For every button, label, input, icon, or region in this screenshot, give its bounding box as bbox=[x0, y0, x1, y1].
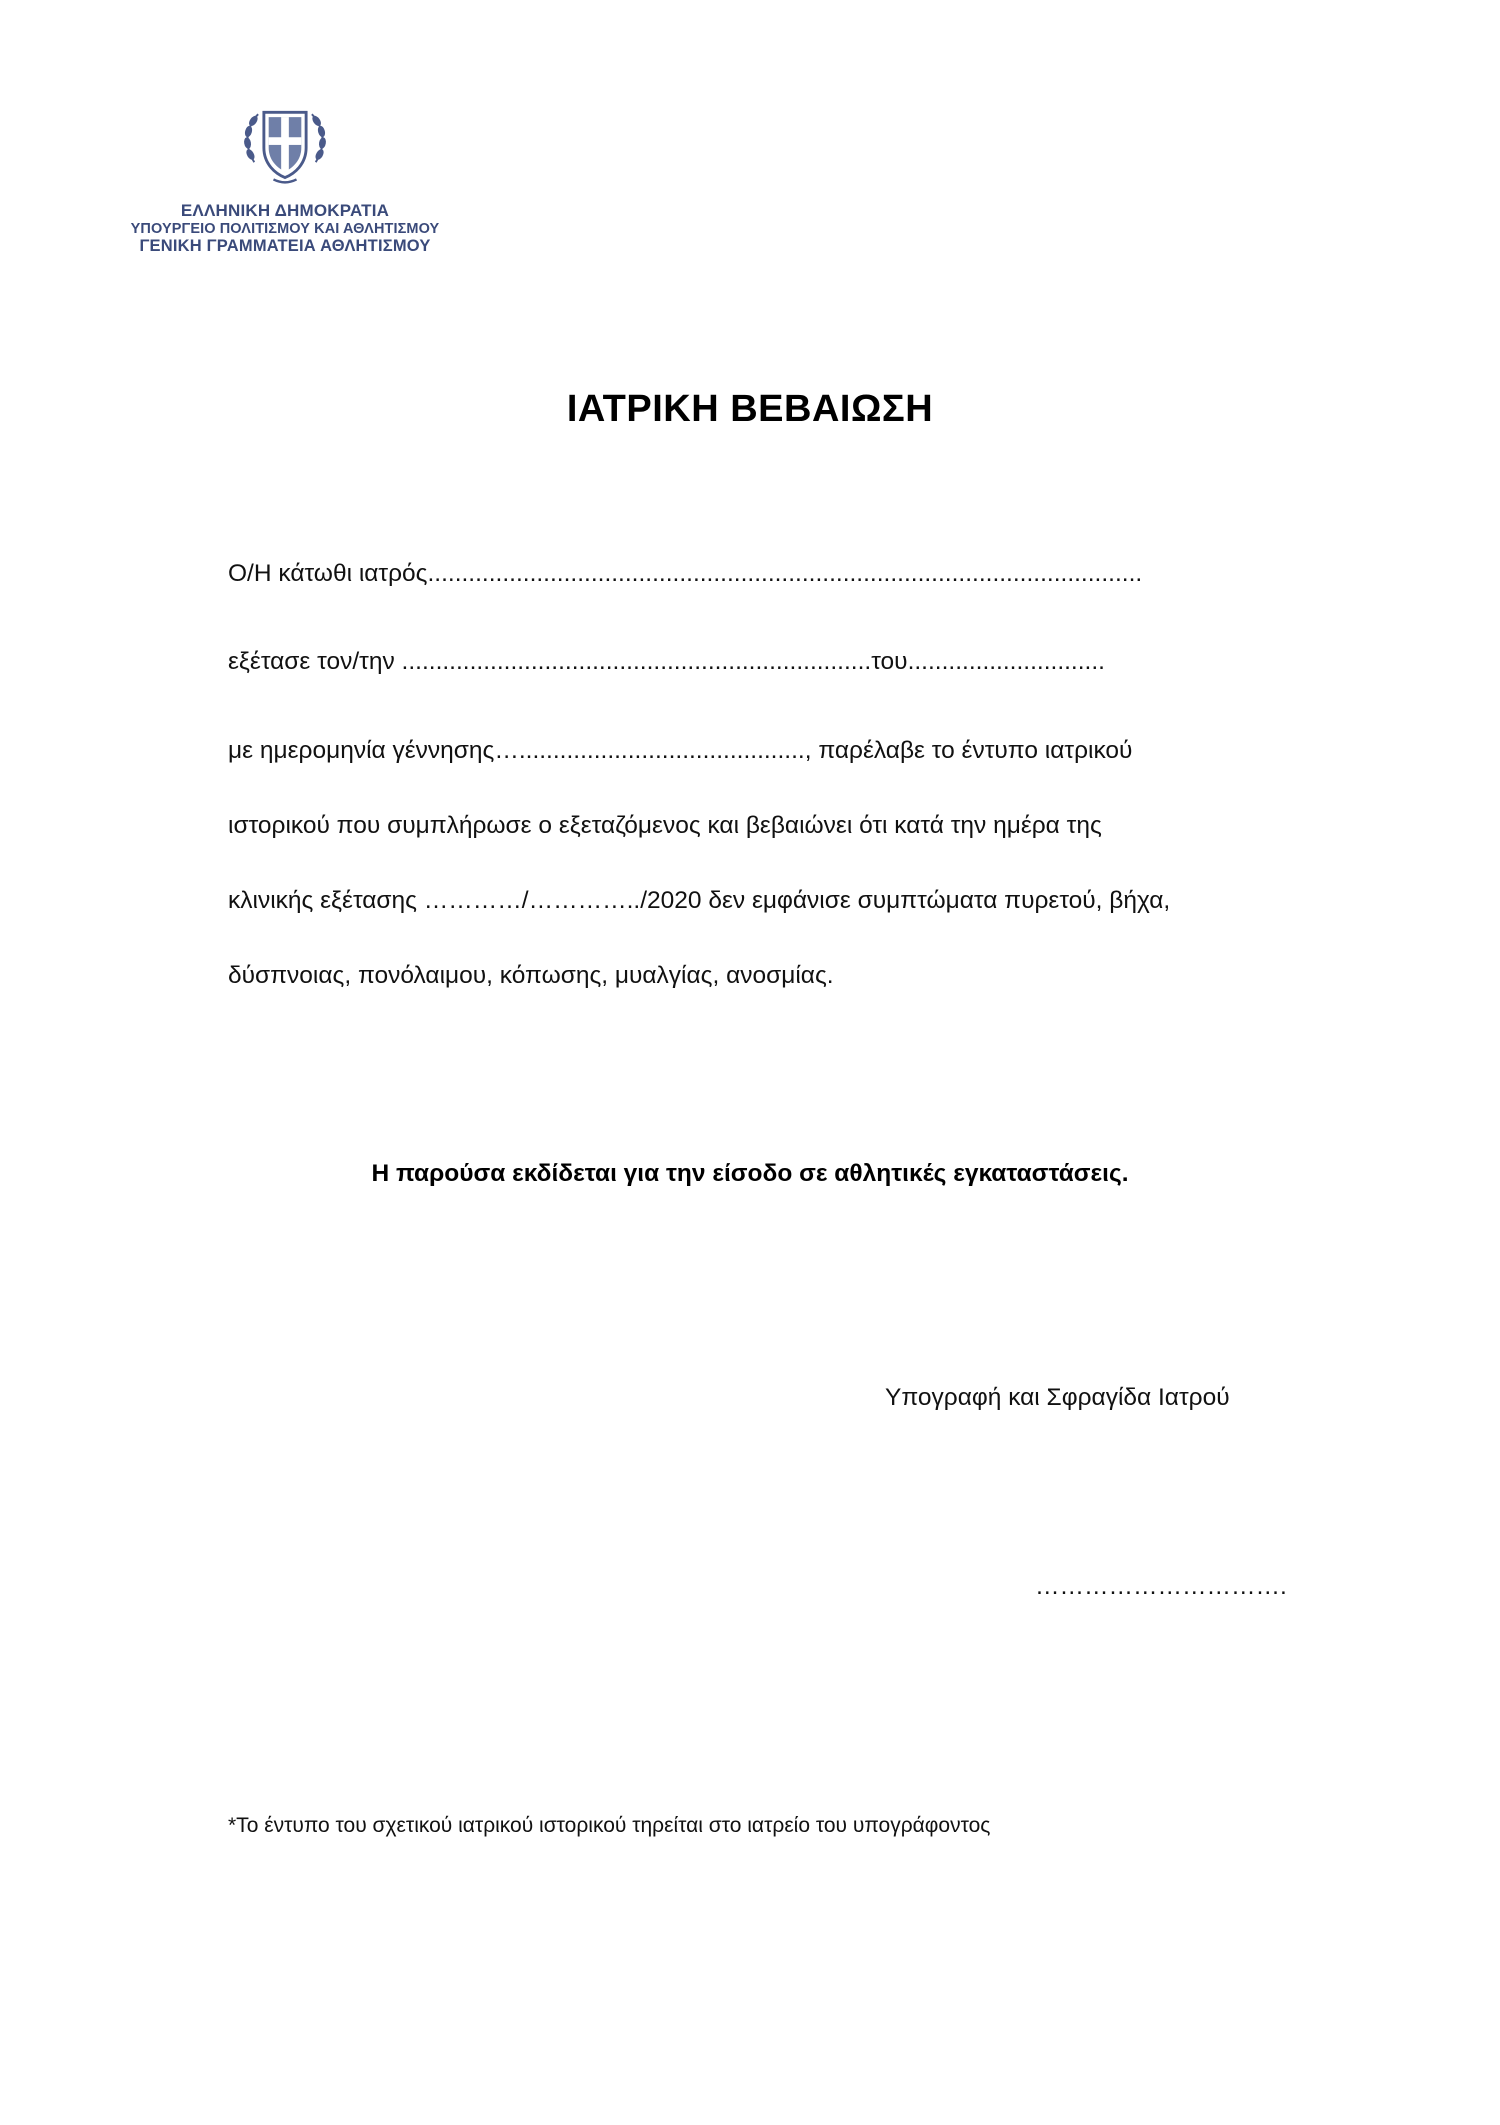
body-line-exam-date: κλινικής εξέτασης …………/…………../2020 δεν εμφάνισε συμπτώματα πυρετού, βήχα, bbox=[228, 887, 1171, 914]
body-line-patient: εξέτασε τον/την .....................................................................του............................. bbox=[228, 648, 1105, 675]
footnote: *Το έντυπο του σχετικού ιατρικού ιστορικού τηρείται στο ιατρείο του υπογράφοντος bbox=[228, 1814, 991, 1837]
hellenic-republic-coat-of-arms-icon bbox=[237, 95, 333, 191]
org-name-ministry: ΥΠΟΥΡΓΕΙΟ ΠΟΛΙΤΙΣΜΟΥ ΚΑΙ ΑΘΛΗΤΙΣΜΟΥ bbox=[130, 220, 440, 237]
org-name-secretariat: ΓΕΝΙΚΗ ΓΡΑΜΜΑΤΕΙΑ ΑΘΛΗΤΙΣΜΟΥ bbox=[139, 237, 431, 256]
body-line-symptoms: δύσπνοιας, πονόλαιμου, κόπωσης, μυαλγίας, ανοσμίας. bbox=[228, 962, 834, 989]
signature-line: …………………………. bbox=[1035, 1573, 1287, 1600]
body-line-history: ιστορικού που συμπλήρωσε ο εξεταζόμενος και βεβαιώνει ότι κατά την ημέρα της bbox=[228, 812, 1102, 839]
purpose-notice: Η παρούσα εκδίδεται για την είσοδο σε αθλητικές εγκαταστάσεις. bbox=[371, 1160, 1129, 1187]
org-name-republic: ΕΛΛΗΝΙΚΗ ΔΗΜΟΚΡΑΤΙΑ bbox=[180, 201, 390, 220]
issuer-header bbox=[115, 95, 455, 256]
body-line-birthdate: με ημερομηνία γέννησης….........................................., παρέλαβε το έντυπο ιατρικού bbox=[228, 737, 1133, 764]
signature-label: Υπογραφή και Σφραγίδα Ιατρού bbox=[885, 1384, 1230, 1411]
body-line-doctor: Ο/Η κάτωθι ιατρός......................................................................................................... bbox=[228, 560, 1143, 587]
document-title: ΙΑΤΡΙΚΗ ΒΕΒΑΙΩΣΗ bbox=[566, 388, 934, 430]
